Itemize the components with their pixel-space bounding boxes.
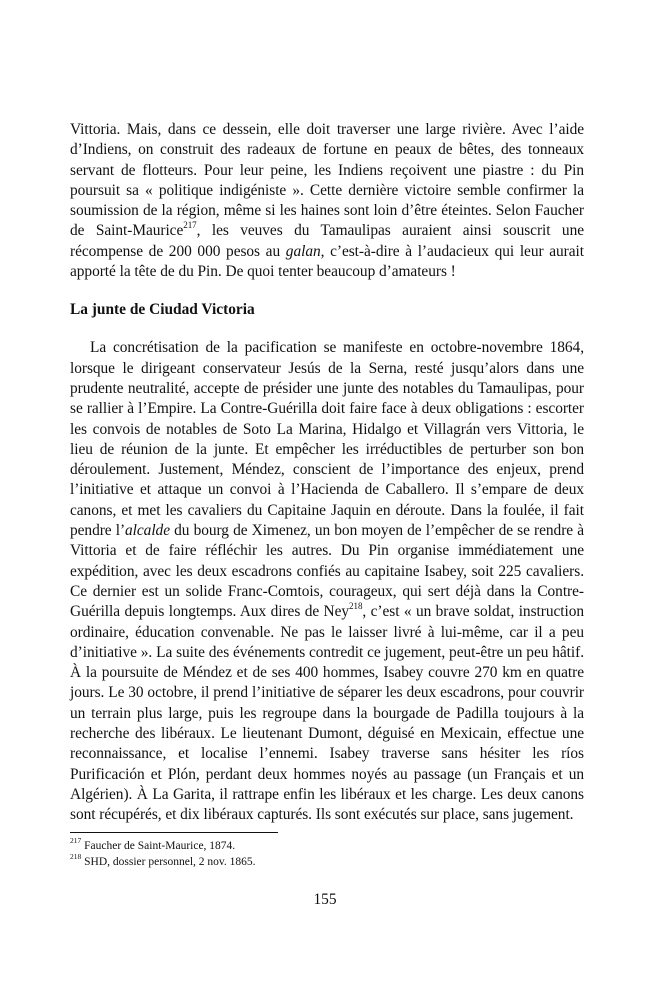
footnote-number: 217 (70, 836, 82, 846)
para1-text-c: , c’est-à-dire à l’audacieux qui leur aurait apporté la tête de du Pin. De quoi tenter beaucoup d’amateurs ! (70, 242, 584, 281)
footnotes (70, 838, 584, 870)
footnote-218 (70, 854, 584, 870)
section-heading: La junte de Ciudad Victoria (70, 301, 255, 319)
footnote-ref-218[interactable]: 218 (349, 601, 363, 612)
para1-italic-galan: galan (285, 242, 321, 260)
page-body (70, 120, 584, 826)
paragraph-junte (70, 338, 584, 825)
para2-text-b: du bourg de Ximenez, un bon moyen de l’empêcher de se rendre à Vittoria et de faire réfléchir les autres. Du Pin organise immédiatement une expédition, avec les deux escadrons confiés au capitaine Isabey, soit 225 cavaliers. Ce dernier est un solide Franc-Comtois, courageux, qui sert déjà dans la Contre-Guérilla depuis longtemps. Aux dires de Ney (70, 522, 584, 621)
footnote-ref-217[interactable]: 217 (183, 220, 197, 231)
footnote-217 (70, 838, 584, 854)
para2-text-a: La concrétisation de la pacification se manifeste en octobre-novembre 1864, lorsque le dirigeant conservateur Jesús de la Serna, resté jusqu’alors dans une prudente neutralité, accepte de présider une junte des notables du Tamaulipas, pour se rallier à l’Empire. La Contre-Guérilla doit faire face à deux obligations : escorter les convois de notables de Soto La Marina, Hidalgo et Villagrán vers Vittoria, le lieu de réunion de la junte. Et empêcher les irréductibles de perturber son bon déroulement. Justement, Méndez, conscient de l’importance des enjeux, prend l’initiative et attaque un convoi à l’Hacienda de Caballero. Il s’empare de deux canons, et met les cavaliers du Capitaine Jaquin en déroute. Dans la foulée, il fait pendre l’ (70, 339, 584, 540)
footnote-text: Faucher de Saint-Maurice, 1874. (81, 840, 236, 852)
para2-italic-alcalde: alcalde (125, 522, 170, 540)
para1-text-a: Vittoria. Mais, dans ce dessein, elle doit traverser une large rivière. Avec l’aide d’Indiens, on construit des radeaux de fortune en peaux de bêtes, des tonneaux servant de flotteurs. Pour leur peine, les Indiens reçoivent une piastre : du Pin poursuit sa « politique indigéniste ». Cette dernière victoire semble confirmer la soumission de la région, même si les haines sont loin d’être éteintes. Selon Faucher de Saint-Maurice (70, 121, 584, 240)
para2-text-c: , c’est « un brave soldat, instruction ordinaire, éducation convenable. Ne pas le laisser livré à lui-même, car il a peu d’initiative ». La suite des événements contredit ce jugement, peut-être un peu hâtif. À la poursuite de Méndez et de ses 400 hommes, Isabey couvre 270 km en quatre jours. Le 30 octobre, il prend l’initiative de séparer les deux escadrons, pour couvrir un terrain plus large, puis les regroupe dans la bourgade de Padilla toujours à la recherche des libéraux. Le lieutenant Dumont, déguisé en Mexicain, effectue une reconnaissance, et localise l’ennemi. Isabey traverse sans hésiter les ríos Purificación et Plón, perdant deux hommes noyés au passage (un Français et un Algérien). À La Garita, il rattrape enfin les libéraux et les charge. Les deux canons sont récupérés, et dix libéraux capturés. Ils sont exécutés sur place, sans jugement. (70, 603, 584, 824)
paragraph-vittoria (70, 120, 584, 282)
page-number: 155 (313, 891, 337, 908)
footnote-number: 218 (70, 852, 82, 862)
footnote-divider (70, 832, 278, 833)
footnote-text: SHD, dossier personnel, 2 nov. 1865. (81, 856, 256, 868)
para1-text-b: , les veuves du Tamaulipas auraient ainsi souscrit une récompense de 200 000 pesos au (70, 222, 584, 260)
